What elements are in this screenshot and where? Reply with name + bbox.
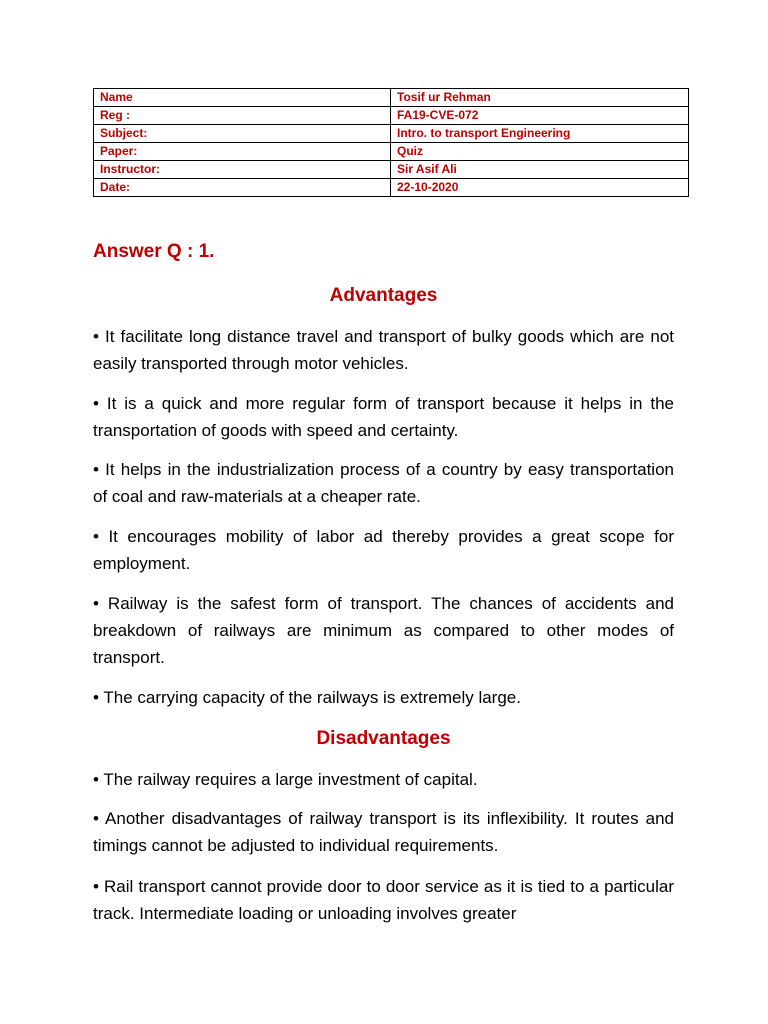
advantage-item: • It is a quick and more regular form of transport because it helps in the transportation of goods with speed and certainty. — [93, 394, 674, 440]
table-row — [94, 89, 689, 107]
disadvantages-heading: Disadvantages — [316, 728, 451, 749]
advantage-item: • Railway is the safest form of transport. The chances of accidents and breakdown of railways are minimum as compared to other modes of transport. — [93, 594, 674, 667]
table-label-cell: Name — [94, 89, 391, 107]
table-label-cell: Date: — [94, 179, 391, 197]
table-value-cell: 22-10-2020 — [391, 179, 689, 197]
table-value-cell: Intro. to transport Engineering — [391, 125, 689, 143]
table-value-cell: FA19-CVE-072 — [391, 107, 689, 125]
advantage-item: • It helps in the industrialization process of a country by easy transportation of coal and raw-materials at a cheaper rate. — [93, 460, 674, 506]
table-row — [94, 107, 689, 125]
disadvantage-item: • The railway requires a large investment of capital. — [93, 770, 478, 789]
answer-heading: Answer Q : 1. — [93, 241, 215, 262]
table-row — [94, 125, 689, 143]
disadvantage-item: • Another disadvantages of railway transport is its inflexibility. It routes and timings cannot be adjusted to individual requirements. — [93, 809, 674, 855]
advantage-item: • It facilitate long distance travel and transport of bulky goods which are not easily transported through motor vehicles. — [93, 327, 674, 373]
advantage-item: • It encourages mobility of labor ad thereby provides a great scope for employment. — [93, 527, 674, 573]
header-info-table — [93, 88, 689, 197]
table-label-cell: Subject: — [94, 125, 391, 143]
table-label-cell: Paper: — [94, 143, 391, 161]
advantage-item: • The carrying capacity of the railways is extremely large. — [93, 688, 521, 707]
table-row — [94, 143, 689, 161]
table-label-cell: Reg : — [94, 107, 391, 125]
table-row — [94, 179, 689, 197]
table-value-cell: Sir Asif Ali — [391, 161, 689, 179]
table-value-cell: Tosif ur Rehman — [391, 89, 689, 107]
table-label-cell: Instructor: — [94, 161, 391, 179]
disadvantage-item: • Rail transport cannot provide door to door service as it is tied to a particular track. Intermediate loading or unloading involves greater — [93, 877, 674, 923]
advantages-heading: Advantages — [329, 285, 438, 306]
table-value-cell: Quiz — [391, 143, 689, 161]
table-row — [94, 161, 689, 179]
